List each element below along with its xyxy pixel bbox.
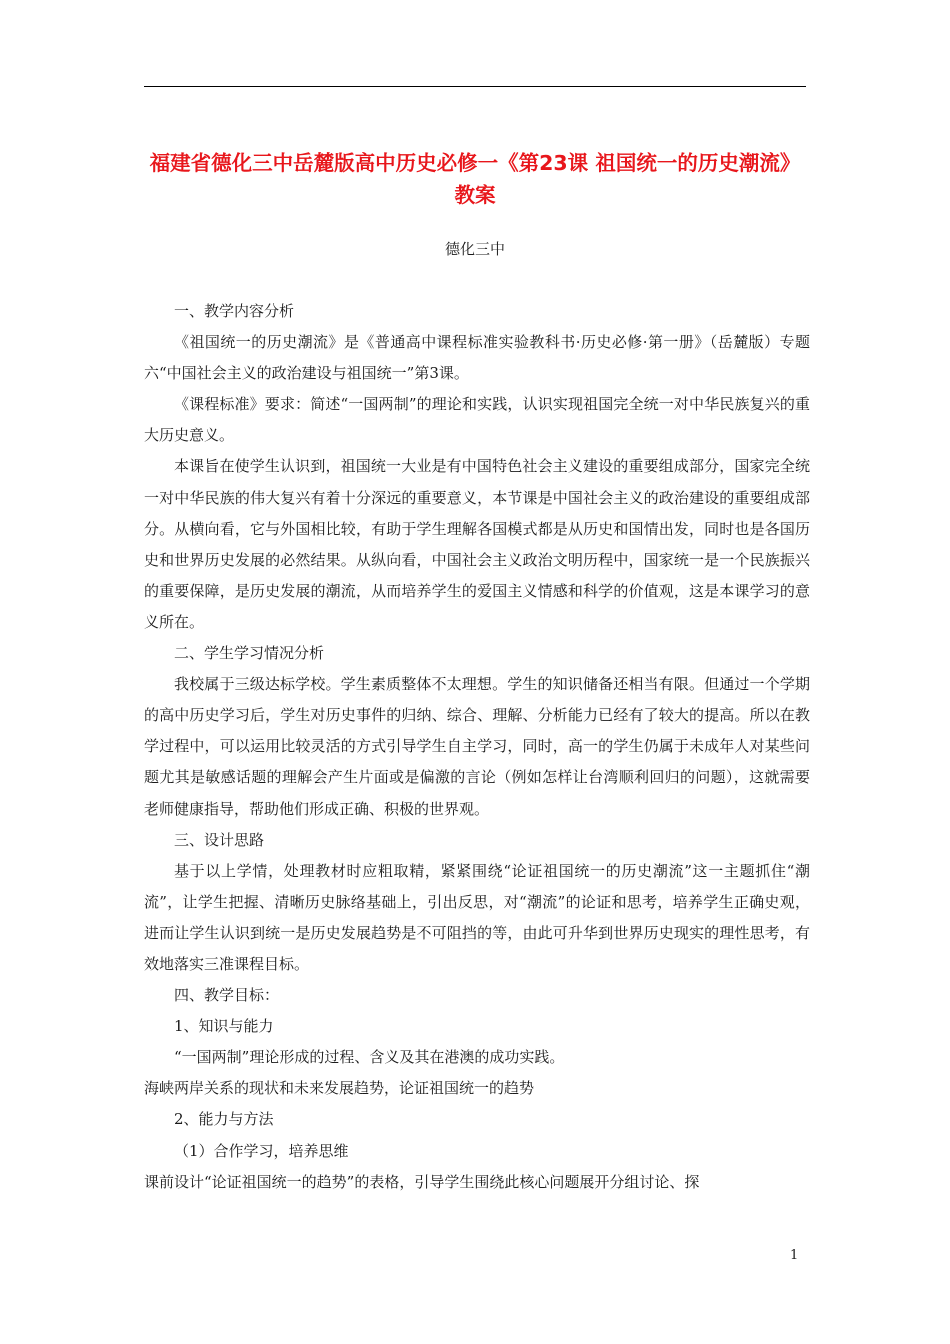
document-title: 福建省德化三中岳麓版高中历史必修一《第23课 祖国统一的历史潮流》教案 <box>149 151 801 207</box>
paragraph: 基于以上学情，处理教材时应粗取精，紧紧围绕“论证祖国统一的历史潮流”这一主题抓住“潮流”，让学生把握、清晰历史脉络基础上，引出反思，对“潮流”的论证和思考，培养学生正确史观，进而让学生认识到统一是历史发展趋势是不可阻挡的等，由此可升华到世界历史现实的理性思考，有效地落实三准课程目标。 <box>144 861 810 973</box>
document-body <box>144 296 810 1198</box>
subheading-knowledge-ability: 1、知识与能力 <box>174 1017 274 1036</box>
paragraph: 本课旨在使学生认识到，祖国统一大业是有中国特色社会主义建设的重要组成部分，国家完全统一对中华民族的伟大复兴有着十分深远的重要意义，本节课是中国社会主义的政治建设的重要组成部分。从横向看，它与外国相比较，有助于学生理解各国模式都是从历史和国情出发，同时也是各国历史和世界历史发展的必然结果。从纵向看，中国社会主义政治文明历程中，国家统一是一个民族振兴的重要保障，是历史发展的潮流，从而培养学生的爱国主义情感和科学的价值观，这是本课学习的意义所在。 <box>144 457 810 631</box>
section-heading-teaching-goals: 四、教学目标： <box>174 986 280 1005</box>
section-heading-content-analysis: 一、教学内容分析 <box>174 302 295 320</box>
subheading-ability-method: 2、能力与方法 <box>174 1110 274 1129</box>
section-heading-student-analysis: 二、学生学习情况分析 <box>174 644 325 663</box>
goal-line: 海峡两岸关系的现状和未来发展趋势，论证祖国统一的趋势 <box>144 1079 535 1098</box>
page-number: 1 <box>790 1248 799 1263</box>
paragraph: 《课程标准》要求：简述“一国两制”的理论和实践，认识实现祖国完全统一对中华民族复兴的重大历史意义。 <box>144 395 810 445</box>
paragraph: 课前设计“论证祖国统一的趋势”的表格，引导学生围绕此核心问题展开分组讨论、探 <box>144 1172 700 1191</box>
list-item: （1）合作学习，培养思维 <box>174 1141 349 1160</box>
paragraph: 我校属于三级达标学校。学生素质整体不太理想。学生的知识储备还相当有限。但通过一个学期的高中历史学习后，学生对历史事件的归纳、综合、理解、分析能力已经有了较大的提高。所以在教学过程中，可以运用比较灵活的方式引导学生自主学习，同时，高一的学生仍属于未成年人对某些问题尤其是敏感话题的理解会产生片面或是偏激的言论（例如怎样让台湾顺利回归的问题），这就需要老师健康指导，帮助他们形成正确、积极的世界观。 <box>144 675 810 818</box>
author-line: 德化三中 <box>444 240 505 258</box>
paragraph: 《祖国统一的历史潮流》是《普通高中课程标准实验教科书·历史必修·第一册》（岳麓版）专题六“中国社会主义的政治建设与祖国统一”第3课。 <box>144 333 810 383</box>
header-rule <box>144 86 806 87</box>
goal-line: “一国两制”理论形成的过程、含义及其在港澳的成功实践。 <box>174 1048 565 1067</box>
section-heading-design-approach: 三、设计思路 <box>174 830 265 849</box>
